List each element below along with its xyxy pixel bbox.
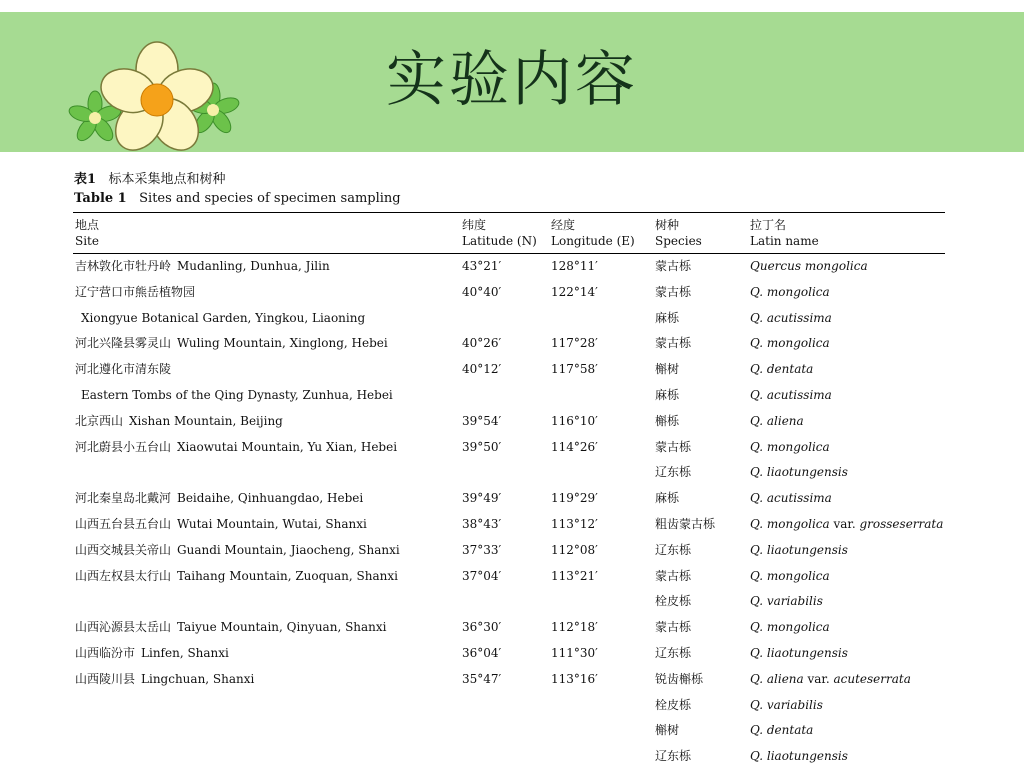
latin-name: Q. liaotungensis	[750, 749, 848, 764]
latitude-cell: 36°30′	[462, 620, 502, 635]
latitude-cell: 36°04′	[462, 645, 502, 660]
site-zh: 河北蔚县小五台山	[75, 439, 172, 454]
site-zh: 山西沁源县太岳山	[75, 620, 172, 635]
table-row	[73, 615, 945, 641]
table-row	[73, 331, 945, 357]
latin-cell	[748, 486, 945, 512]
site-cell	[73, 667, 460, 693]
latin-name: Q. mongolica	[750, 620, 830, 635]
header-longitude: 经度 Longitude (E)	[549, 213, 653, 254]
latin-name: Q. mongolica	[750, 568, 830, 583]
site-cell	[73, 383, 460, 409]
site-cell	[73, 693, 460, 719]
latin-cell	[748, 280, 945, 306]
site-zh: 河北秦皇岛北戴河	[75, 491, 172, 506]
site-en: Xiongyue Botanical Garden, Yingkou, Liaoning	[81, 310, 366, 325]
longitude-cell: 117°58′	[551, 362, 598, 377]
longitude-cell: 128°11′	[551, 259, 598, 273]
site-cell	[73, 744, 460, 770]
site-zh: 山西五台县五台山	[75, 516, 172, 531]
longitude-cell: 113°16′	[551, 671, 598, 686]
species-cell: 辽东栎	[655, 542, 692, 557]
site-cell	[73, 589, 460, 615]
species-cell: 槲树	[655, 723, 680, 738]
species-cell: 粗齿蒙古栎	[655, 516, 716, 531]
latin-name: Q. liaotungensis	[750, 542, 848, 557]
table-row	[73, 641, 945, 667]
site-zh: 山西交城县关帝山	[75, 542, 172, 557]
header-species: 树种 Species	[653, 213, 748, 254]
site-cell	[73, 331, 460, 357]
site-cell	[73, 254, 460, 280]
site-cell	[73, 718, 460, 744]
table-row	[73, 538, 945, 564]
latin-name: Q. acutissima	[750, 387, 832, 402]
longitude-cell: 111°30′	[551, 645, 598, 660]
latin-name: Q. mongolica	[750, 336, 830, 351]
latin-name: Q. aliena	[750, 413, 804, 428]
longitude-cell: 122°14′	[551, 284, 598, 299]
site-en: Xiaowutai Mountain, Yu Xian, Hebei	[177, 439, 398, 454]
longitude-cell: 112°18′	[551, 620, 598, 635]
latitude-cell	[460, 589, 549, 615]
species-cell: 辽东栎	[655, 749, 692, 764]
latin-name: Q. dentata	[750, 362, 814, 377]
latitude-cell: 39°49′	[462, 491, 502, 506]
table-row	[73, 280, 945, 306]
latin-cell	[748, 460, 945, 486]
latitude-cell	[460, 383, 549, 409]
latin-cell	[748, 331, 945, 357]
species-cell: 栓皮栎	[655, 594, 692, 609]
species-cell: 栓皮栎	[655, 697, 692, 712]
latin-var: var.	[829, 516, 860, 531]
table-row	[73, 409, 945, 435]
species-cell: 槲栎	[655, 413, 680, 428]
latitude-cell	[460, 460, 549, 486]
latin-name: Q. acutissima	[750, 310, 832, 325]
site-zh: 山西临汾市	[75, 645, 136, 660]
latin-name: Q. liaotungensis	[750, 645, 848, 660]
table-row	[73, 564, 945, 590]
longitude-cell: 116°10′	[551, 413, 598, 428]
latin-cell	[748, 409, 945, 435]
latin-cell	[748, 512, 945, 538]
latin-name: Q. variabilis	[750, 594, 823, 609]
site-zh: 河北遵化市清东陵	[75, 362, 172, 377]
table-caption	[74, 170, 401, 208]
latitude-cell: 40°26′	[462, 336, 502, 351]
species-cell: 蒙古栎	[655, 284, 692, 299]
latin-cell	[748, 254, 945, 280]
latin-cell	[748, 306, 945, 332]
latin-name: Quercus mongolica	[750, 259, 868, 273]
sampling-table	[73, 212, 945, 770]
slide-title: 实验内容	[386, 45, 638, 115]
site-cell	[73, 641, 460, 667]
longitude-cell: 113°12′	[551, 516, 598, 531]
table-row	[73, 254, 945, 280]
latin-cell	[748, 435, 945, 461]
latitude-cell: 43°21′	[462, 259, 502, 273]
latitude-cell: 39°50′	[462, 439, 502, 454]
site-zh: 北京西山	[75, 413, 124, 428]
site-cell	[73, 435, 460, 461]
longitude-cell	[549, 718, 653, 744]
latitude-cell: 40°12′	[462, 362, 502, 377]
table-row	[73, 357, 945, 383]
latitude-cell: 38°43′	[462, 516, 502, 531]
latin-cell	[748, 589, 945, 615]
longitude-cell	[549, 589, 653, 615]
longitude-cell: 119°29′	[551, 491, 598, 506]
latin-variety: acuteserrata	[833, 671, 911, 686]
latitude-cell: 35°47′	[462, 671, 502, 686]
species-cell: 蒙古栎	[655, 336, 692, 351]
caption-zh-text: 标本采集地点和树种	[108, 172, 226, 187]
species-cell: 蒙古栎	[655, 568, 692, 583]
table-row	[73, 589, 945, 615]
header-site: 地点 Site	[73, 213, 460, 254]
longitude-cell	[549, 744, 653, 770]
longitude-cell	[549, 383, 653, 409]
site-en: Taihang Mountain, Zuoquan, Shanxi	[177, 568, 398, 583]
site-cell	[73, 486, 460, 512]
table-row	[73, 512, 945, 538]
latin-name: Q. dentata	[750, 723, 814, 738]
site-zh: 山西陵川县	[75, 671, 136, 686]
site-zh: 山西左权县太行山	[75, 568, 172, 583]
species-cell: 锐齿槲栎	[655, 671, 704, 686]
table-header-row	[73, 213, 945, 254]
latin-cell	[748, 744, 945, 770]
header-latitude: 纬度 Latitude (N)	[460, 213, 549, 254]
site-en: Guandi Mountain, Jiaocheng, Shanxi	[177, 542, 400, 557]
latitude-cell: 37°33′	[462, 542, 502, 557]
latin-cell	[748, 693, 945, 719]
caption-zh-label: 表1	[74, 172, 97, 187]
site-en: Beidaihe, Qinhuangdao, Hebei	[177, 491, 364, 506]
site-cell	[73, 409, 460, 435]
site-en: Wuling Mountain, Xinglong, Hebei	[177, 336, 388, 351]
species-cell: 槲树	[655, 362, 680, 377]
caption-en-text: Sites and species of specimen sampling	[139, 191, 401, 206]
latin-cell	[748, 667, 945, 693]
species-cell: 麻栎	[655, 387, 680, 402]
latin-cell	[748, 564, 945, 590]
latitude-cell: 37°04′	[462, 568, 502, 583]
species-cell: 蒙古栎	[655, 259, 692, 273]
latitude-cell	[460, 718, 549, 744]
latin-cell	[748, 641, 945, 667]
latitude-cell: 39°54′	[462, 413, 502, 428]
latin-cell	[748, 538, 945, 564]
table-row	[73, 460, 945, 486]
species-cell: 蒙古栎	[655, 620, 692, 635]
latin-cell	[748, 615, 945, 641]
header-latin-name: 拉丁名 Latin name	[748, 213, 945, 254]
latin-cell	[748, 383, 945, 409]
site-cell	[73, 564, 460, 590]
longitude-cell	[549, 693, 653, 719]
site-en: Eastern Tombs of the Qing Dynasty, Zunhua, Hebei	[81, 387, 393, 402]
site-zh: 河北兴隆县雾灵山	[75, 336, 172, 351]
site-en: Linfen, Shanxi	[141, 645, 229, 660]
site-cell	[73, 460, 460, 486]
site-en: Wutai Mountain, Wutai, Shanxi	[177, 516, 367, 531]
species-cell: 辽东栎	[655, 645, 692, 660]
site-cell	[73, 615, 460, 641]
species-cell: 麻栎	[655, 310, 680, 325]
latin-name: Q. aliena	[750, 671, 804, 686]
table-row	[73, 486, 945, 512]
site-zh: 吉林敦化市牡丹岭	[75, 259, 172, 273]
species-cell: 辽东栎	[655, 465, 692, 480]
latin-var: var.	[803, 671, 834, 686]
site-cell	[73, 538, 460, 564]
site-cell	[73, 306, 460, 332]
site-zh: 辽宁营口市熊岳植物园	[75, 284, 196, 299]
caption-en-label: Table 1	[74, 191, 127, 206]
latin-variety: grosseserrata	[859, 516, 944, 531]
species-cell: 麻栎	[655, 491, 680, 506]
latitude-cell	[460, 306, 549, 332]
table-row	[73, 435, 945, 461]
site-en: Taiyue Mountain, Qinyuan, Shanxi	[177, 620, 387, 635]
latin-name: Q. liaotungensis	[750, 465, 848, 480]
site-cell	[73, 357, 460, 383]
site-cell	[73, 280, 460, 306]
latin-name: Q. variabilis	[750, 697, 823, 712]
site-cell	[73, 512, 460, 538]
site-en: Xishan Mountain, Beijing	[129, 413, 283, 428]
table-row	[73, 306, 945, 332]
latitude-cell	[460, 744, 549, 770]
table-row	[73, 718, 945, 744]
longitude-cell: 117°28′	[551, 336, 598, 351]
table-row	[73, 383, 945, 409]
longitude-cell: 114°26′	[551, 439, 598, 454]
latin-cell	[748, 357, 945, 383]
longitude-cell	[549, 306, 653, 332]
latin-name: Q. acutissima	[750, 491, 832, 506]
latin-cell	[748, 718, 945, 744]
table-row	[73, 667, 945, 693]
table-row	[73, 693, 945, 719]
longitude-cell	[549, 460, 653, 486]
table-row	[73, 744, 945, 770]
species-cell: 蒙古栎	[655, 439, 692, 454]
site-en: Mudanling, Dunhua, Jilin	[177, 259, 330, 273]
latin-name: Q. mongolica	[750, 439, 830, 454]
site-en: Lingchuan, Shanxi	[141, 671, 255, 686]
latitude-cell	[460, 693, 549, 719]
longitude-cell: 112°08′	[551, 542, 598, 557]
latin-name: Q. mongolica	[750, 284, 830, 299]
latin-name: Q. mongolica	[750, 516, 830, 531]
longitude-cell: 113°21′	[551, 568, 598, 583]
latitude-cell: 40°40′	[462, 284, 502, 299]
